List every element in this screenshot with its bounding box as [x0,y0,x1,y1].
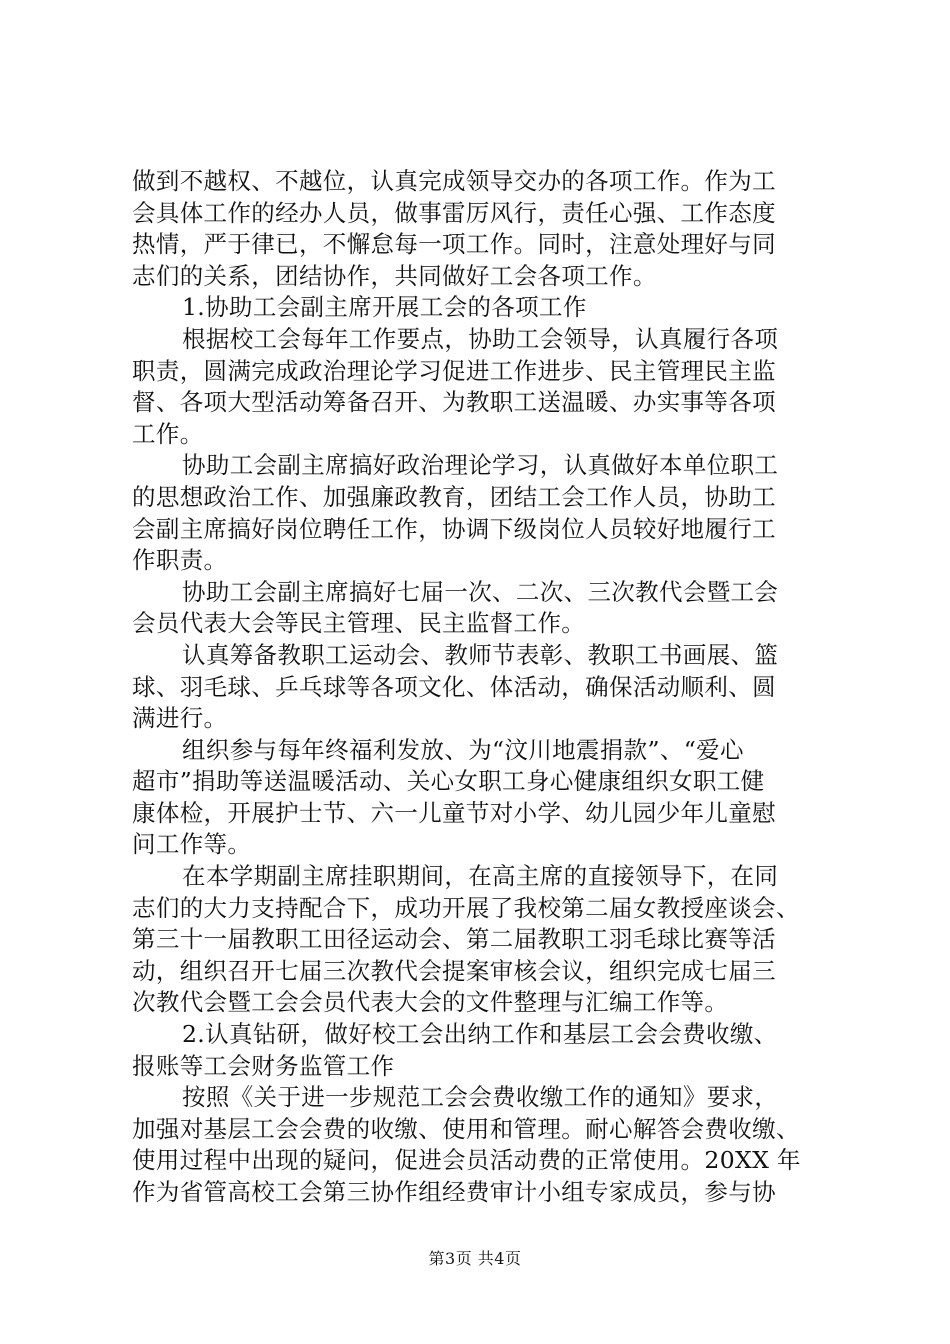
text-line: 2.认真钻研，做好校工会出纳工作和基层工会会费收缴、 [182,1020,778,1049]
text-line: 热情，严于律已，不懈怠每一项工作。同时，注意处理好与同 [132,230,776,259]
text-line: 按照《关于进一步规范工会会费收缴工作的通知》要求， [182,1083,779,1112]
text-line: 协助工会副主席搞好政治理论学习，认真做好本单位职工 [182,451,779,480]
text-line: 的思想政治工作、加强廉政教育，团结工会工作人员，协助工 [132,482,776,511]
page-footer: 第3页 共4页 [428,1249,522,1268]
text-line: 组织参与每年终福利发放、为“汶川地震捐款”、“爱心 [182,735,744,764]
text-line: 球、羽毛球、乒乓球等各项文化、体活动，确保活动顺利、圆 [132,672,776,701]
text-line: 第三十一届教职工田径运动会、第二届教职工羽毛球比赛等活 [132,925,776,954]
text-line: 会员代表大会等民主管理、民主监督工作。 [132,609,586,638]
text-line: 1.协助工会副主席开展工会的各项工作 [182,293,587,322]
text-line: 会具体工作的经办人员，做事雷厉风行，责任心强、工作态度 [132,198,776,227]
text-line: 加强对基层工会会费的收缴、使用和管理。耐心解答会费收缴、 [132,1114,800,1143]
text-line: 问工作等。 [132,830,252,859]
text-line: 做到不越权、不越位，认真完成领导交办的各项工作。作为工 [132,167,776,195]
text-line: 次教代会暨工会会员代表大会的文件整理与汇编工作等。 [132,988,729,1017]
text-line: 会副主席搞好岗位聘任工作，协调下级岗位人员较好地履行工 [132,514,776,543]
text-line: 协助工会副主席搞好七届一次、二次、三次教代会暨工会 [182,577,779,606]
text-line: 超市”捐助等送温暖活动、关心女职工身心健康组织女职工健 [132,767,765,796]
text-line: 作为省管高校工会第三协作组经费审计小组专家成员，参与协 [132,1178,776,1206]
text-line: 工作。 [132,419,204,448]
text-line: 报账等工会财务监管工作 [132,1051,395,1080]
text-line: 康体检，开展护士节、六一儿童节对小学、幼儿园少年儿童慰 [132,798,776,827]
document-body [132,166,832,1209]
text-line: 志们的关系，团结协作，共同做好工会各项工作。 [132,261,657,290]
text-line: 督、各项大型活动筹备召开、为教职工送温暖、办实事等各项 [132,388,776,417]
text-line: 作职责。 [132,546,228,575]
text-line: 在本学期副主席挂职期间，在高主席的直接领导下，在同 [182,862,779,891]
text-line: 动，组织召开七届三次教代会提案审核会议，组织完成七届三 [132,956,776,985]
text-line: 使用过程中出现的疑问，促进会员活动费的正常使用。20XX 年 [132,1146,801,1175]
text-line: 根据校工会每年工作要点，协助工会领导，认真履行各项 [182,324,779,353]
text-line: 满进行。 [132,704,228,733]
text-line: 职责，圆满完成政治理论学习促进工作进步、民主管理民主监 [132,356,776,385]
text-line: 志们的大力支持配合下，成功开展了我校第二届女教授座谈会、 [132,893,800,922]
text-line: 认真筹备教职工运动会、教师节表彰、教职工书画展、篮 [182,640,779,669]
